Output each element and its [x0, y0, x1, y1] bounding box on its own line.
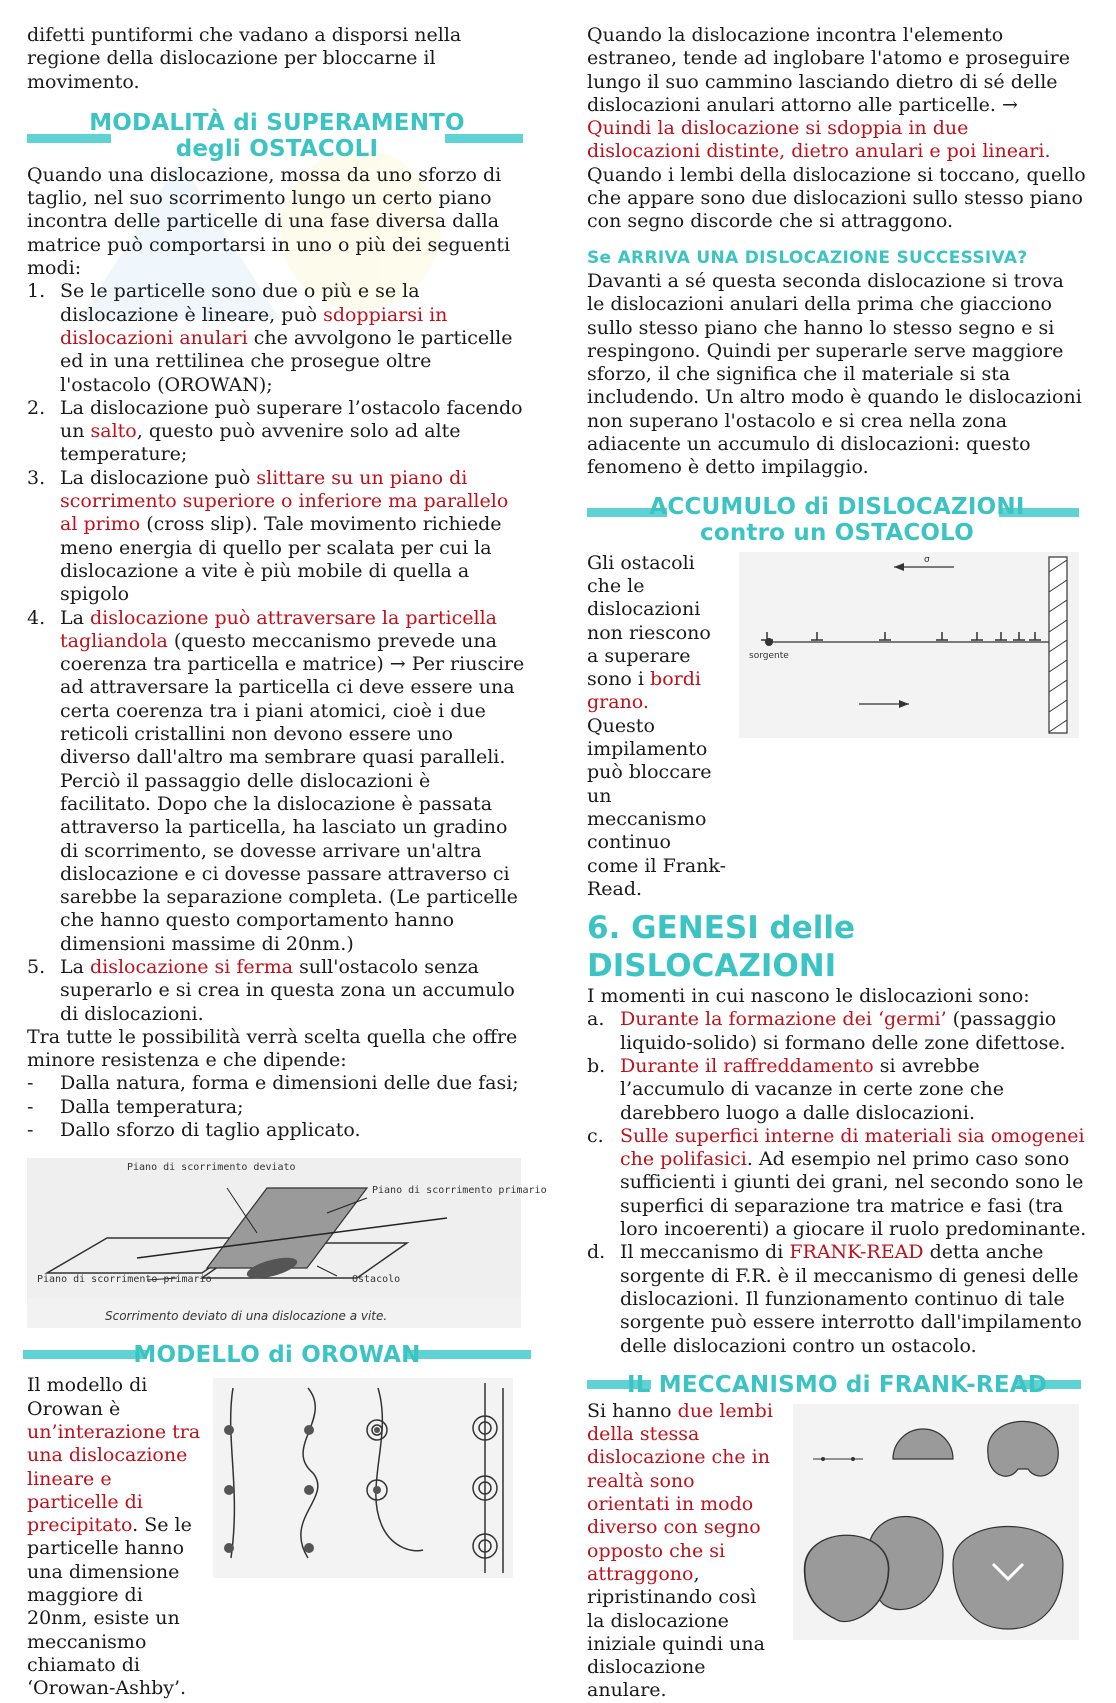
- list-item: 4. La dislocazione può attraversare la particella tagliandola (questo meccanismo prevede una coerenza tra particella e matrice) → Per riuscire ad attraversare la particella ci deve essere una certa coerenza tra i piani atomici, cioè i due reticoli cristallini non devono essere uno diverso dall'altro ma sembrare quasi paralleli. Perciò il passaggio delle dislocazioni è facilitato. Dopo che la dislocazione è passata attraverso la particella, ha lasciato un gradino di scorrimento, se dovesse arrivare un'altra dislocazione e ci dovesse passare attraverso ci sarebbe la separazione completa. (Le particelle che hanno questo comportamento hanno dimensioni massime di 20nm.): [27, 606, 525, 955]
- left-column: [27, 24, 547, 1701]
- label-deviated-plane: Piano di scorrimento deviato: [127, 1162, 296, 1174]
- successiva-heading: Se ARRIVA UNA DISLOCAZIONE SUCCESSIVA?: [587, 247, 1028, 268]
- modalita-paragraph: Quando una dislocazione, mossa da uno sforzo di taglio, nel suo scorrimento lungo un certo piano incontra delle particelle di una fase diversa dalla matrice può comportarsi in uno o più dei seguenti modi:: [27, 163, 511, 280]
- genesi-list: [587, 1008, 1087, 1357]
- genesi-intro: I momenti in cui nascono le dislocazioni sono:: [587, 985, 1030, 1008]
- source-label: sorgente: [749, 650, 789, 661]
- label-obstacle: Ostacolo: [352, 1274, 401, 1286]
- list-item: - Dallo sforzo di taglio applicato.: [27, 1119, 361, 1142]
- heading-modalita-line1: MODALITÀ di SUPERAMENTO: [89, 109, 465, 136]
- frank-read-paragraph: Si hanno due lembi della stessa dislocazione che in realtà sono orientati in modo diverso con segno opposto che si attraggono, ripristinando così la dislocazione iniziale quindi una dislocazione anulare.: [587, 1399, 773, 1702]
- orowan-diagram: [213, 1378, 513, 1578]
- list-item: 2. La dislocazione può superare l’ostacolo facendo un salto, questo può avvenire solo ad alte temperature;: [27, 396, 523, 466]
- heading-genesi: 6. GENESI delle DISLOCAZIONI: [587, 910, 856, 985]
- orowan-block: [27, 1374, 527, 1700]
- heading-frank-read-text: IL MECCANISMO di FRANK-READ: [626, 1371, 1048, 1398]
- cross-slip-figure: [27, 1158, 547, 1328]
- dependency-list: [27, 1072, 527, 1142]
- continuation-paragraph: Quando la dislocazione incontra l'elemento estraneo, tende ad inglobare l'atomo e proseguire lungo il suo cammino lasciando dietro di sé delle dislocazioni anulari attorno alle particelle. → Quindi la dislocazione si sdoppia in due dislocazioni distinte, dietro anulari e poi lineari.: [587, 24, 1070, 163]
- list-item: - Dalla temperatura;: [27, 1095, 244, 1118]
- orowan-paragraph: Il modello di Orowan è un’interazione tra una dislocazione lineare e particelle di precipitato. Se le particelle hanno una dimensione maggiore di 20nm, esiste un meccanismo chiamato di ‘Orowan-Ashby’.: [27, 1374, 201, 1700]
- list-item: a. Durante la formazione dei ‘germi’ (passaggio liquido-solido) si formano delle zone difettose.: [587, 1008, 1066, 1054]
- label-primary-plane-right: Piano di scorrimento primario: [372, 1185, 547, 1197]
- list-item: 1. Se le particelle sono due o più e se la dislocazione è lineare, può sdoppiarsi in dislocazioni anulari che avvolgono le particelle ed in una rettilinea che prosegue oltre l'ostacolo (OROWAN);: [27, 280, 513, 396]
- accumulo-continuation: Questo impilamento può bloccare un meccanismo continuo come il Frank-Read.: [587, 714, 727, 900]
- heading-modalita: [27, 110, 527, 162]
- accumulo-paragraph: Gli ostacoli che le dislocazioni non riescono a superare sono i bordi grano.: [587, 551, 711, 714]
- intro-paragraph: difetti puntiformi che vadano a disporsi nella regione della dislocazione per bloccarne il movimento.: [27, 24, 462, 93]
- label-primary-plane-left: Piano di scorrimento primario: [37, 1274, 212, 1286]
- heading-orowan: [27, 1342, 527, 1368]
- heading-modalita-line2: degli OSTACOLI: [175, 135, 379, 162]
- list-item: 5. La dislocazione si ferma sull'ostacolo senza superarlo e si crea in questa zona un accumulo di dislocazioni.: [27, 955, 515, 1025]
- heading-frank-read: [587, 1372, 1087, 1398]
- list-item: c. Sulle superfici interne di materiali sia omogenei che polifasici. Ad esempio nel primo caso sono sufficienti i giunti dei grani, nel secondo sono le superfici di separazione tra matrice e fasi (tra loro incoerenti) a giocare il ruolo predominante.: [587, 1124, 1087, 1241]
- heading-accumulo: [587, 494, 1087, 546]
- heading-accumulo-line2: contro un OSTACOLO: [700, 519, 974, 546]
- lembi-paragraph: Quando i lembi della dislocazione si toccano, quello che appare sono due dislocazioni sullo stesso piano con segno discorde che si attraggono.: [587, 163, 1086, 233]
- stress-label-top: σ: [924, 554, 930, 565]
- pile-up-diagram: [739, 552, 1079, 738]
- figure-caption: Scorrimento deviato di una dislocazione a vite.: [105, 1309, 388, 1324]
- frank-read-diagram: [793, 1404, 1079, 1640]
- successiva-paragraph: Se ARRIVA UNA DISLOCAZIONE SUCCESSIVA? Davanti a sé questa seconda dislocazione si trova le dislocazioni anulari della prima che giacciono sullo stesso piano che hanno lo stesso segno e si respingono. Quindi per superarle serve maggiore sforzo, il che significa che il materiale si sta includendo. Un altro modo è quando le dislocazioni non superano l'ostacolo e si crea nella zona adiacente un accumulo di dislocazioni: questo fenomeno è detto impilaggio.: [587, 247, 1082, 479]
- list-item: - Dalla natura, forma e dimensioni delle due fasi;: [27, 1072, 519, 1095]
- accumulo-block: [587, 552, 1087, 901]
- modalita-list: [27, 280, 527, 1026]
- list-item: b. Durante il raffreddamento si avrebbe l’accumulo di vacanze in certe zone che darebbero luogo a dalle dislocazioni.: [587, 1054, 1004, 1124]
- list-item: 3. La dislocazione può slittare su un piano di scorrimento superiore o inferiore ma parallelo al primo (cross slip). Tale movimento richiede meno energia di quello per scalata per cui la dislocazione a vite è più mobile di quella a spigolo: [27, 466, 509, 606]
- frank-read-block: [587, 1400, 1087, 1703]
- list-item: d. Il meccanismo di FRANK-READ detta anche sorgente di F.R. è il meccanismo di genesi delle dislocazioni. Il funzionamento continuo di tale sorgente può essere interrotto dall'impilamento delle dislocazioni contro un ostacolo.: [587, 1241, 1082, 1357]
- heading-accumulo-line1: ACCUMULO di DISLOCAZIONI: [649, 493, 1025, 520]
- possibilities-paragraph: Tra tutte le possibilità verrà scelta quella che offre minore resistenza e che dipende:: [27, 1025, 518, 1072]
- right-column: [587, 24, 1087, 1703]
- cross-slip-diagram: [27, 1158, 547, 1328]
- heading-orowan-text: MODELLO di OROWAN: [133, 1342, 421, 1369]
